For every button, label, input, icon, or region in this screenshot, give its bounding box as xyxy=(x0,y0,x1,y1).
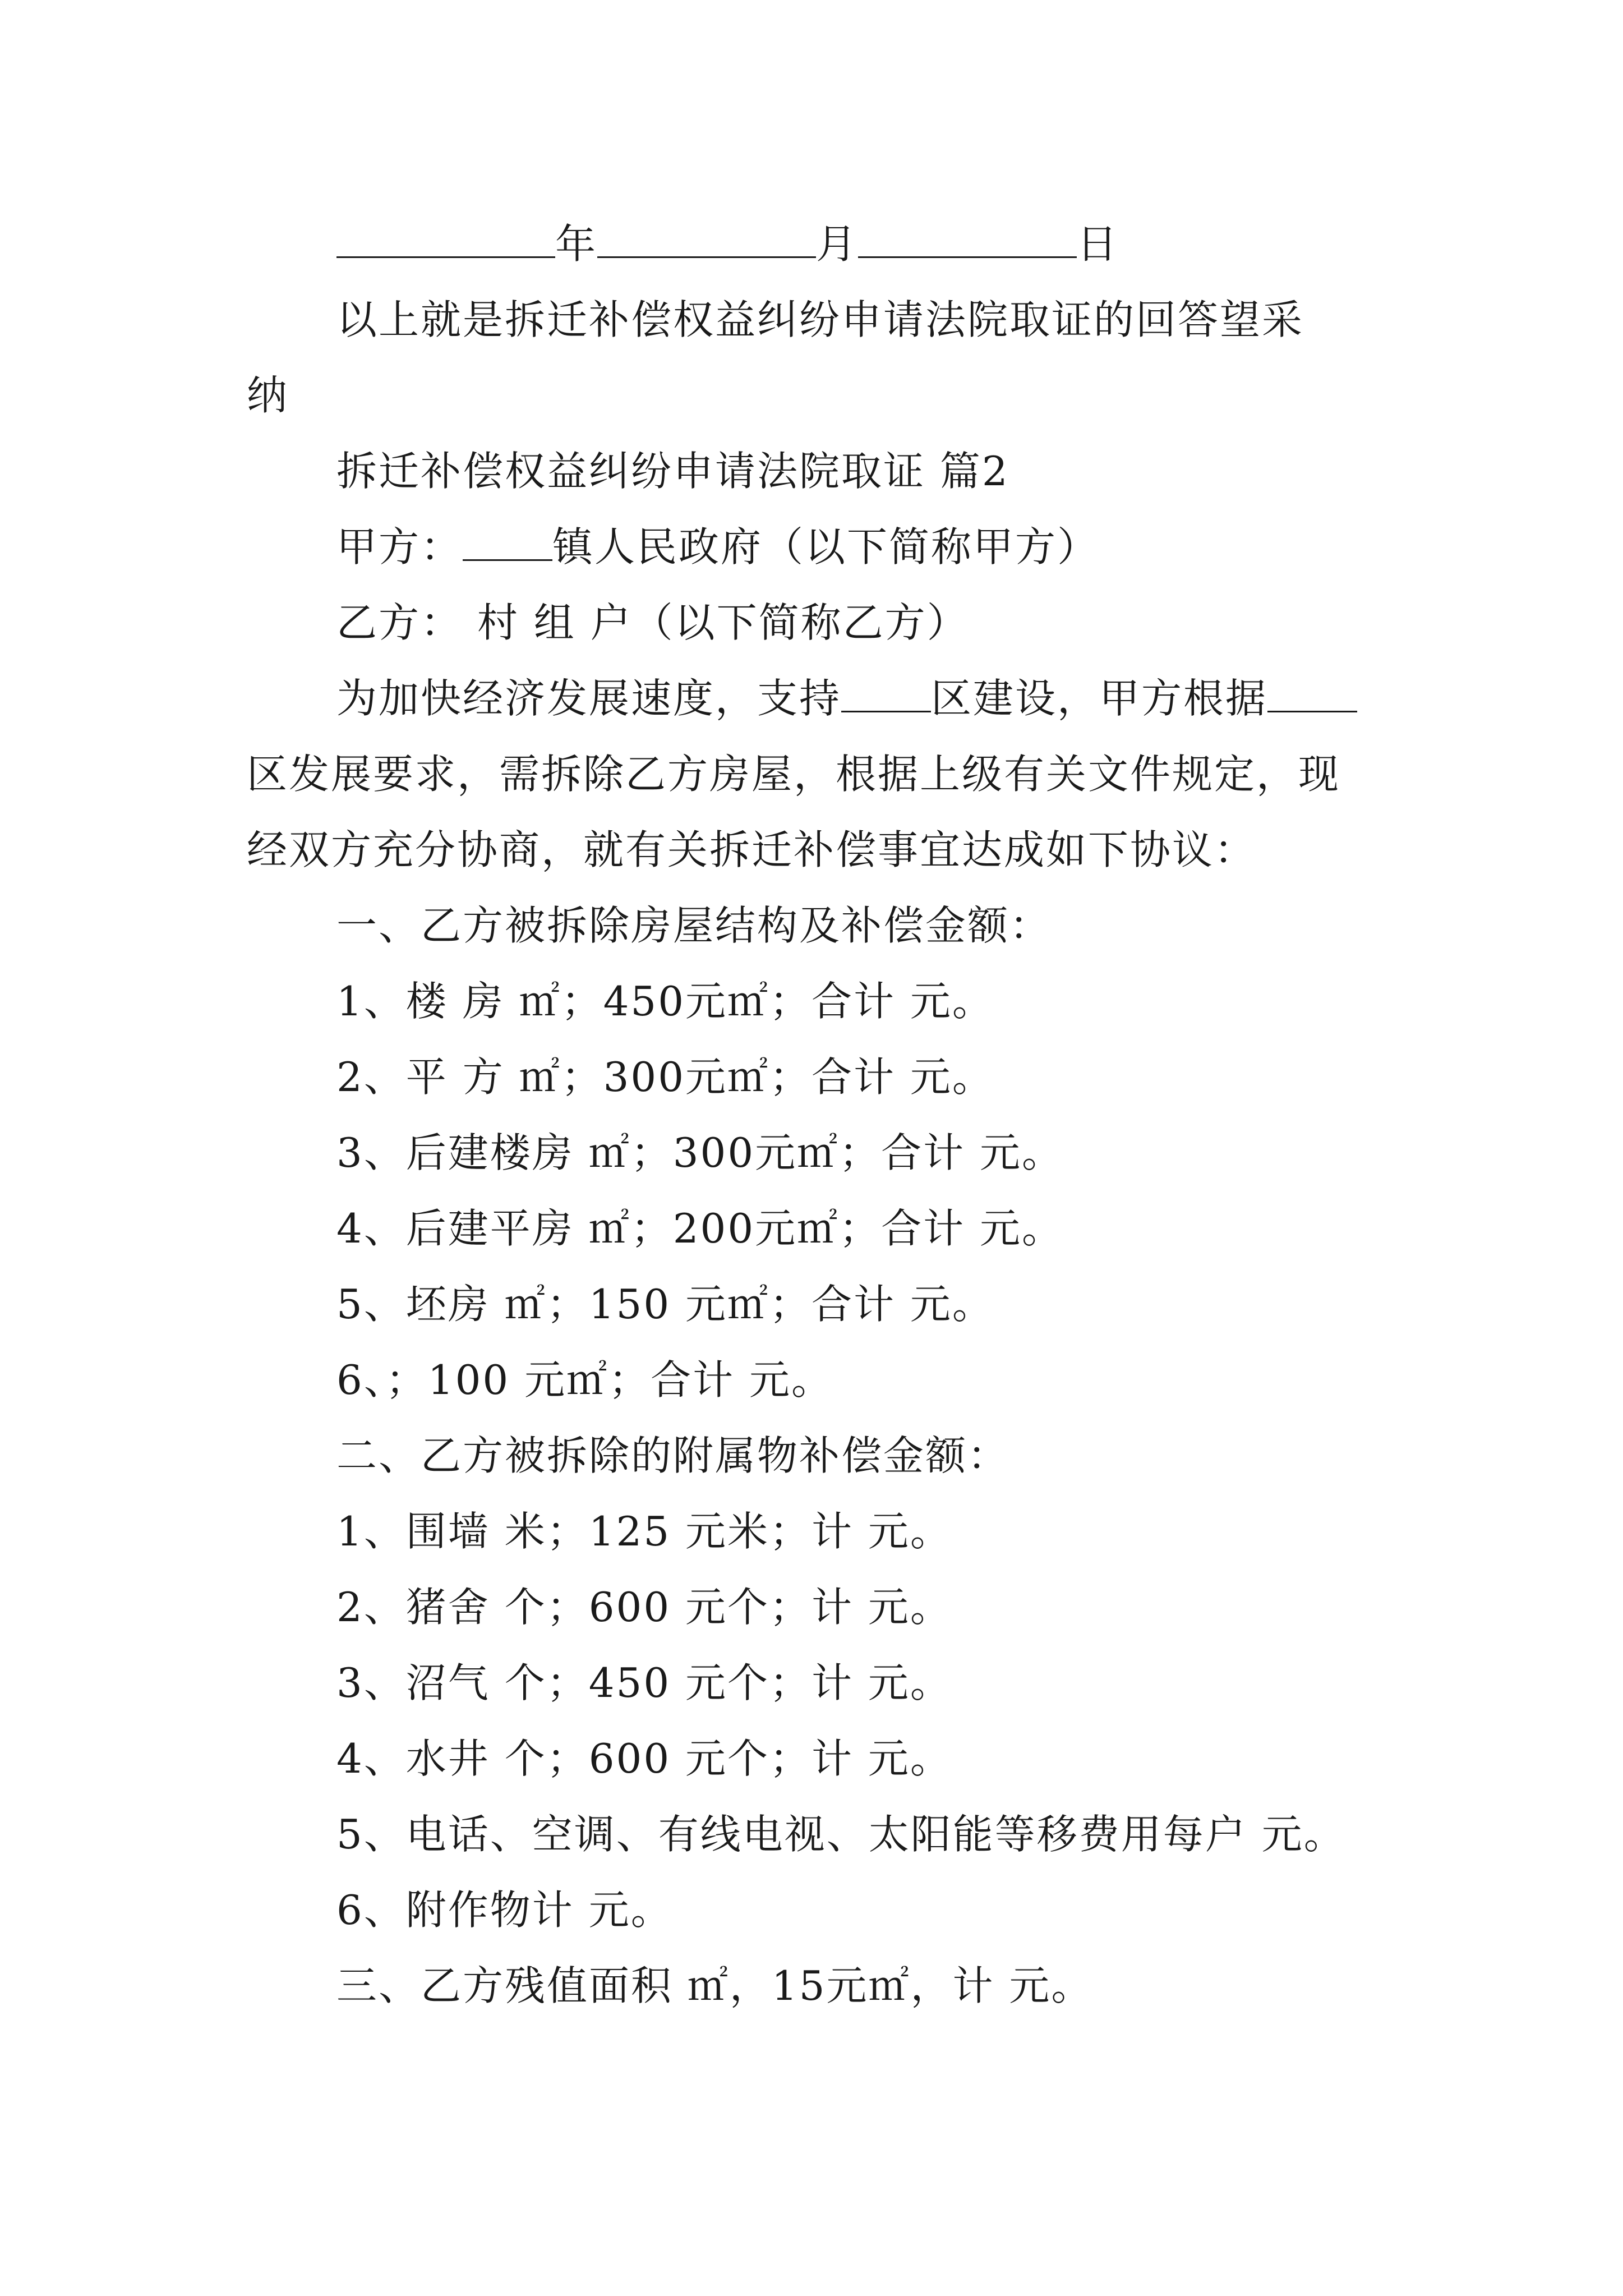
intro-blank-1 xyxy=(841,671,931,712)
section1-heading: 一、乙方被拆除房屋结构及补偿金额： xyxy=(336,902,1052,949)
party-a-prefix: 甲方： xyxy=(336,523,463,570)
intro-line3: 经双方充分协商，就有关拆迁补偿事宜达成如下协议： xyxy=(247,826,1257,873)
party-a-suffix: 镇人民政府（以下简称甲方） xyxy=(552,523,1100,570)
party-b-line: 乙方： 村 组 户（以下简称乙方） xyxy=(336,599,969,646)
section1-item: 4、后建平房 ㎡；200元㎡；合计 元。 xyxy=(336,1205,1064,1252)
section2-heading: 二、乙方被拆除的附属物补偿金额： xyxy=(336,1432,1010,1479)
year-blank xyxy=(336,217,555,258)
month-label: 月 xyxy=(816,220,859,268)
closing-paragraph-line2: 纳 xyxy=(247,372,289,419)
party-a-line xyxy=(336,519,1099,575)
section1-item: 2、平 方 ㎡；300元㎡；合计 元。 xyxy=(336,1053,994,1101)
closing-paragraph-line1: 以上就是拆迁补偿权益纠纷申请法院取证的回答望采 xyxy=(336,296,1304,343)
section1-item: 3、后建楼房 ㎡；300元㎡；合计 元。 xyxy=(336,1129,1064,1176)
section3-line: 三、乙方残值面积 ㎡，15元㎡，计 元。 xyxy=(336,1962,1094,2009)
intro-line1-part-a: 为加快经济发展速度，支持 xyxy=(336,675,842,722)
date-line xyxy=(336,216,1119,272)
section2-item: 3、沼气 个；450 元个；计 元。 xyxy=(336,1659,952,1706)
intro-line2: 区发展要求，需拆除乙方房屋，根据上级有关文件规定，现 xyxy=(247,751,1341,798)
section1-item: 1、楼 房 ㎡；450元㎡；合计 元。 xyxy=(336,978,994,1025)
party-a-blank xyxy=(463,520,552,561)
year-label: 年 xyxy=(555,220,598,268)
section2-item: 2、猪舍 个；600 元个；计 元。 xyxy=(336,1584,952,1631)
month-blank xyxy=(597,217,816,258)
section2-item: 1、围墙 米；125 元米；计 元。 xyxy=(336,1508,952,1555)
section2-item: 6、附作物计 元。 xyxy=(336,1887,673,1934)
section2-item: 5、电话、空调、有线电视、太阳能等移费用每户 元。 xyxy=(336,1811,1346,1858)
day-label: 日 xyxy=(1077,220,1119,268)
intro-line1 xyxy=(336,670,1357,726)
section-heading: 拆迁补偿权益纠纷申请法院取证 篇2 xyxy=(336,448,1009,495)
section1-item: 5、坯房 ㎡；150 元㎡；合计 元。 xyxy=(336,1281,994,1328)
day-blank xyxy=(858,217,1077,258)
intro-line1-part-b: 区建设，甲方根据 xyxy=(931,675,1268,722)
section1-item: 6、；100 元㎡；合计 元。 xyxy=(336,1356,834,1404)
intro-blank-2 xyxy=(1267,671,1357,712)
section2-item: 4、水井 个；600 元个；计 元。 xyxy=(336,1735,952,1782)
